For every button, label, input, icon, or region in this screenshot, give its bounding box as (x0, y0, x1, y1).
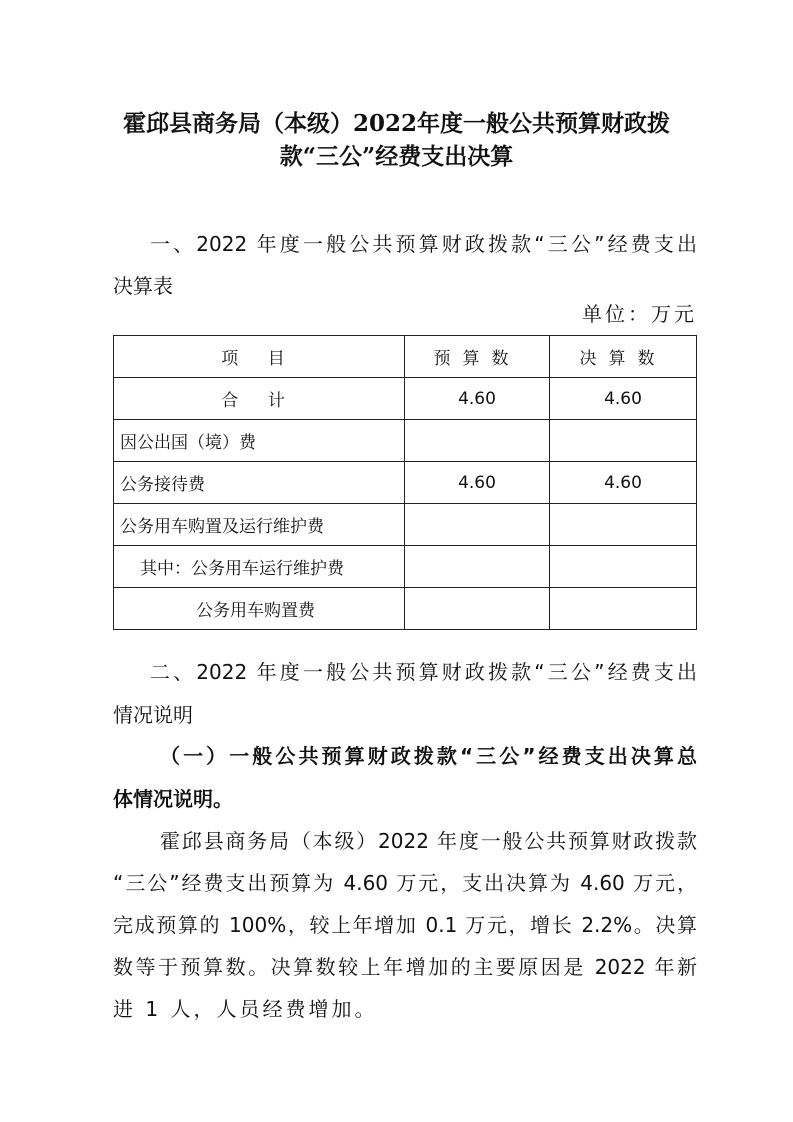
table-row (114, 588, 697, 630)
row-actual: 4.60 (550, 462, 697, 504)
expenditure-table (113, 335, 697, 630)
row-budget: 4.60 (405, 378, 550, 420)
paragraph-line: 数等于预算数。决算数较上年增加的主要原因是 2022 年新 (113, 955, 697, 979)
row-budget (405, 546, 550, 588)
document-title-line2: 款“三公”经费支出决算 (279, 143, 514, 170)
row-actual (550, 588, 697, 630)
table-row (114, 420, 697, 462)
row-actual (550, 546, 697, 588)
subsection1-heading: （一）一般公共预算财政拨款“三公”经费支出决算总 (160, 744, 697, 768)
row-item: 公务用车购置及运行维护费 (114, 504, 405, 546)
section2-heading: 二、2022 年度一般公共预算财政拨款“三公”经费支出 (150, 660, 697, 684)
paragraph-line: 进 1 人，人员经费增加。 (113, 997, 378, 1021)
document-title-line1: 霍邱县商务局（本级）2022年度一般公共预算财政拨 (122, 110, 670, 137)
row-item: 合 计 (221, 391, 297, 411)
paragraph-line: 霍邱县商务局（本级）2022 年度一般公共预算财政拨款 (160, 829, 697, 853)
row-actual (550, 420, 697, 462)
row-item: 其中：公务用车运行维护费 (114, 546, 405, 588)
row-item: 公务接待费 (114, 462, 405, 504)
table-row (114, 504, 697, 546)
subsection1-heading-cont: 体情况说明。 (113, 787, 233, 811)
section2-heading-cont: 情况说明 (113, 703, 193, 727)
paragraph-line: 完成预算的 100%，较上年增加 0.1 万元，增长 2.2%。决算 (113, 913, 697, 937)
row-actual: 4.60 (550, 378, 697, 420)
table-row (114, 378, 697, 420)
row-budget (405, 588, 550, 630)
row-budget (405, 504, 550, 546)
table-row (114, 546, 697, 588)
unit-label: 单位：万元 (582, 302, 697, 326)
row-budget: 4.60 (405, 462, 550, 504)
row-actual (550, 504, 697, 546)
header-item: 项 目 (221, 349, 297, 369)
table-row (114, 462, 697, 504)
section1-heading-cont: 决算表 (113, 274, 173, 298)
paragraph-line: “三公”经费支出预算为 4.60 万元，支出决算为 4.60 万元， (113, 871, 697, 895)
header-actual: 决算数 (579, 349, 667, 369)
table-header-row (114, 336, 697, 378)
row-item: 公务用车购置费 (114, 588, 405, 630)
row-budget (405, 420, 550, 462)
header-budget: 预算数 (433, 349, 521, 369)
row-item: 因公出国（境）费 (114, 420, 405, 462)
section1-heading: 一、2022 年度一般公共预算财政拨款“三公”经费支出 (150, 232, 697, 256)
